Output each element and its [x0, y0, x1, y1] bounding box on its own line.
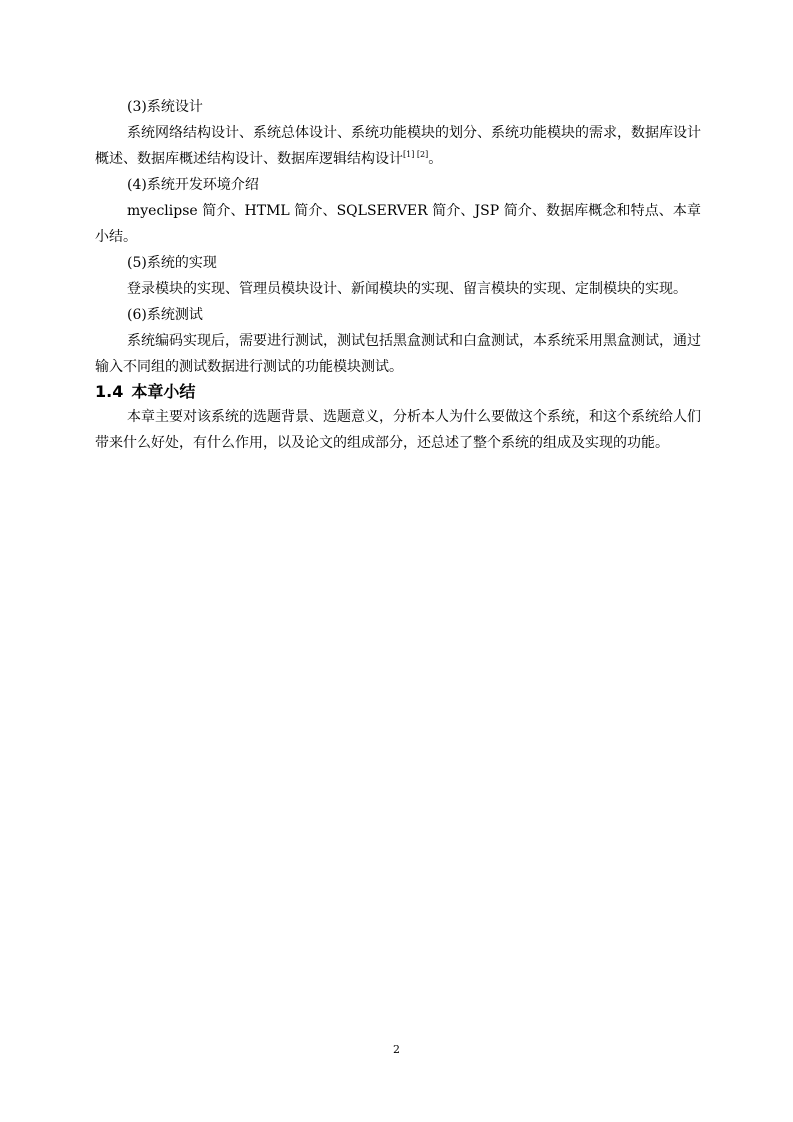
item-text-implementation: 登录模块的实现、管理员模块设计、新闻模块的实现、留言模块的实现、定制模块的实现。 — [127, 281, 687, 297]
item-text-dev-environment: myeclipse 简介、HTML 简介、SQLSERVER 简介、JSP 简介、数据库概念和特点、本章小结。 — [95, 203, 701, 245]
page-number: 2 — [393, 1043, 400, 1056]
item-heading-implementation: (5)系统的实现 — [127, 255, 217, 271]
section-heading — [95, 380, 701, 404]
citation-marker: [1] [2] — [403, 150, 429, 159]
item-text-system-design — [95, 120, 701, 172]
section-number: 1.4 — [95, 382, 124, 401]
section-title: 本章小结 — [131, 382, 196, 401]
section-summary-text: 本章主要对该系统的选题背景、选题意义，分析本人为什么要做这个系统，和这个系统给人们带来什么好处，有什么作用，以及论文的组成部分，还总述了整个系统的组成及实现的功能。 — [95, 409, 701, 451]
page-body — [95, 94, 701, 456]
item-text-system-design-body: 系统网络结构设计、系统总体设计、系统功能模块的划分、系统功能模块的需求，数据库设计概述、数据库概述结构设计、数据库逻辑结构设计 — [95, 125, 701, 167]
item-text-testing: 系统编码实现后，需要进行测试，测试包括黑盒测试和白盒测试，本系统采用黑盒测试，通过输入不同组的测试数据进行测试的功能模块测试。 — [95, 333, 701, 375]
item-heading-system-design: (3)系统设计 — [127, 99, 203, 115]
item-heading-testing: (6)系统测试 — [127, 307, 203, 323]
item-text-system-design-tail: 。 — [428, 151, 443, 167]
item-heading-dev-environment: (4)系统开发环境介绍 — [127, 177, 259, 193]
